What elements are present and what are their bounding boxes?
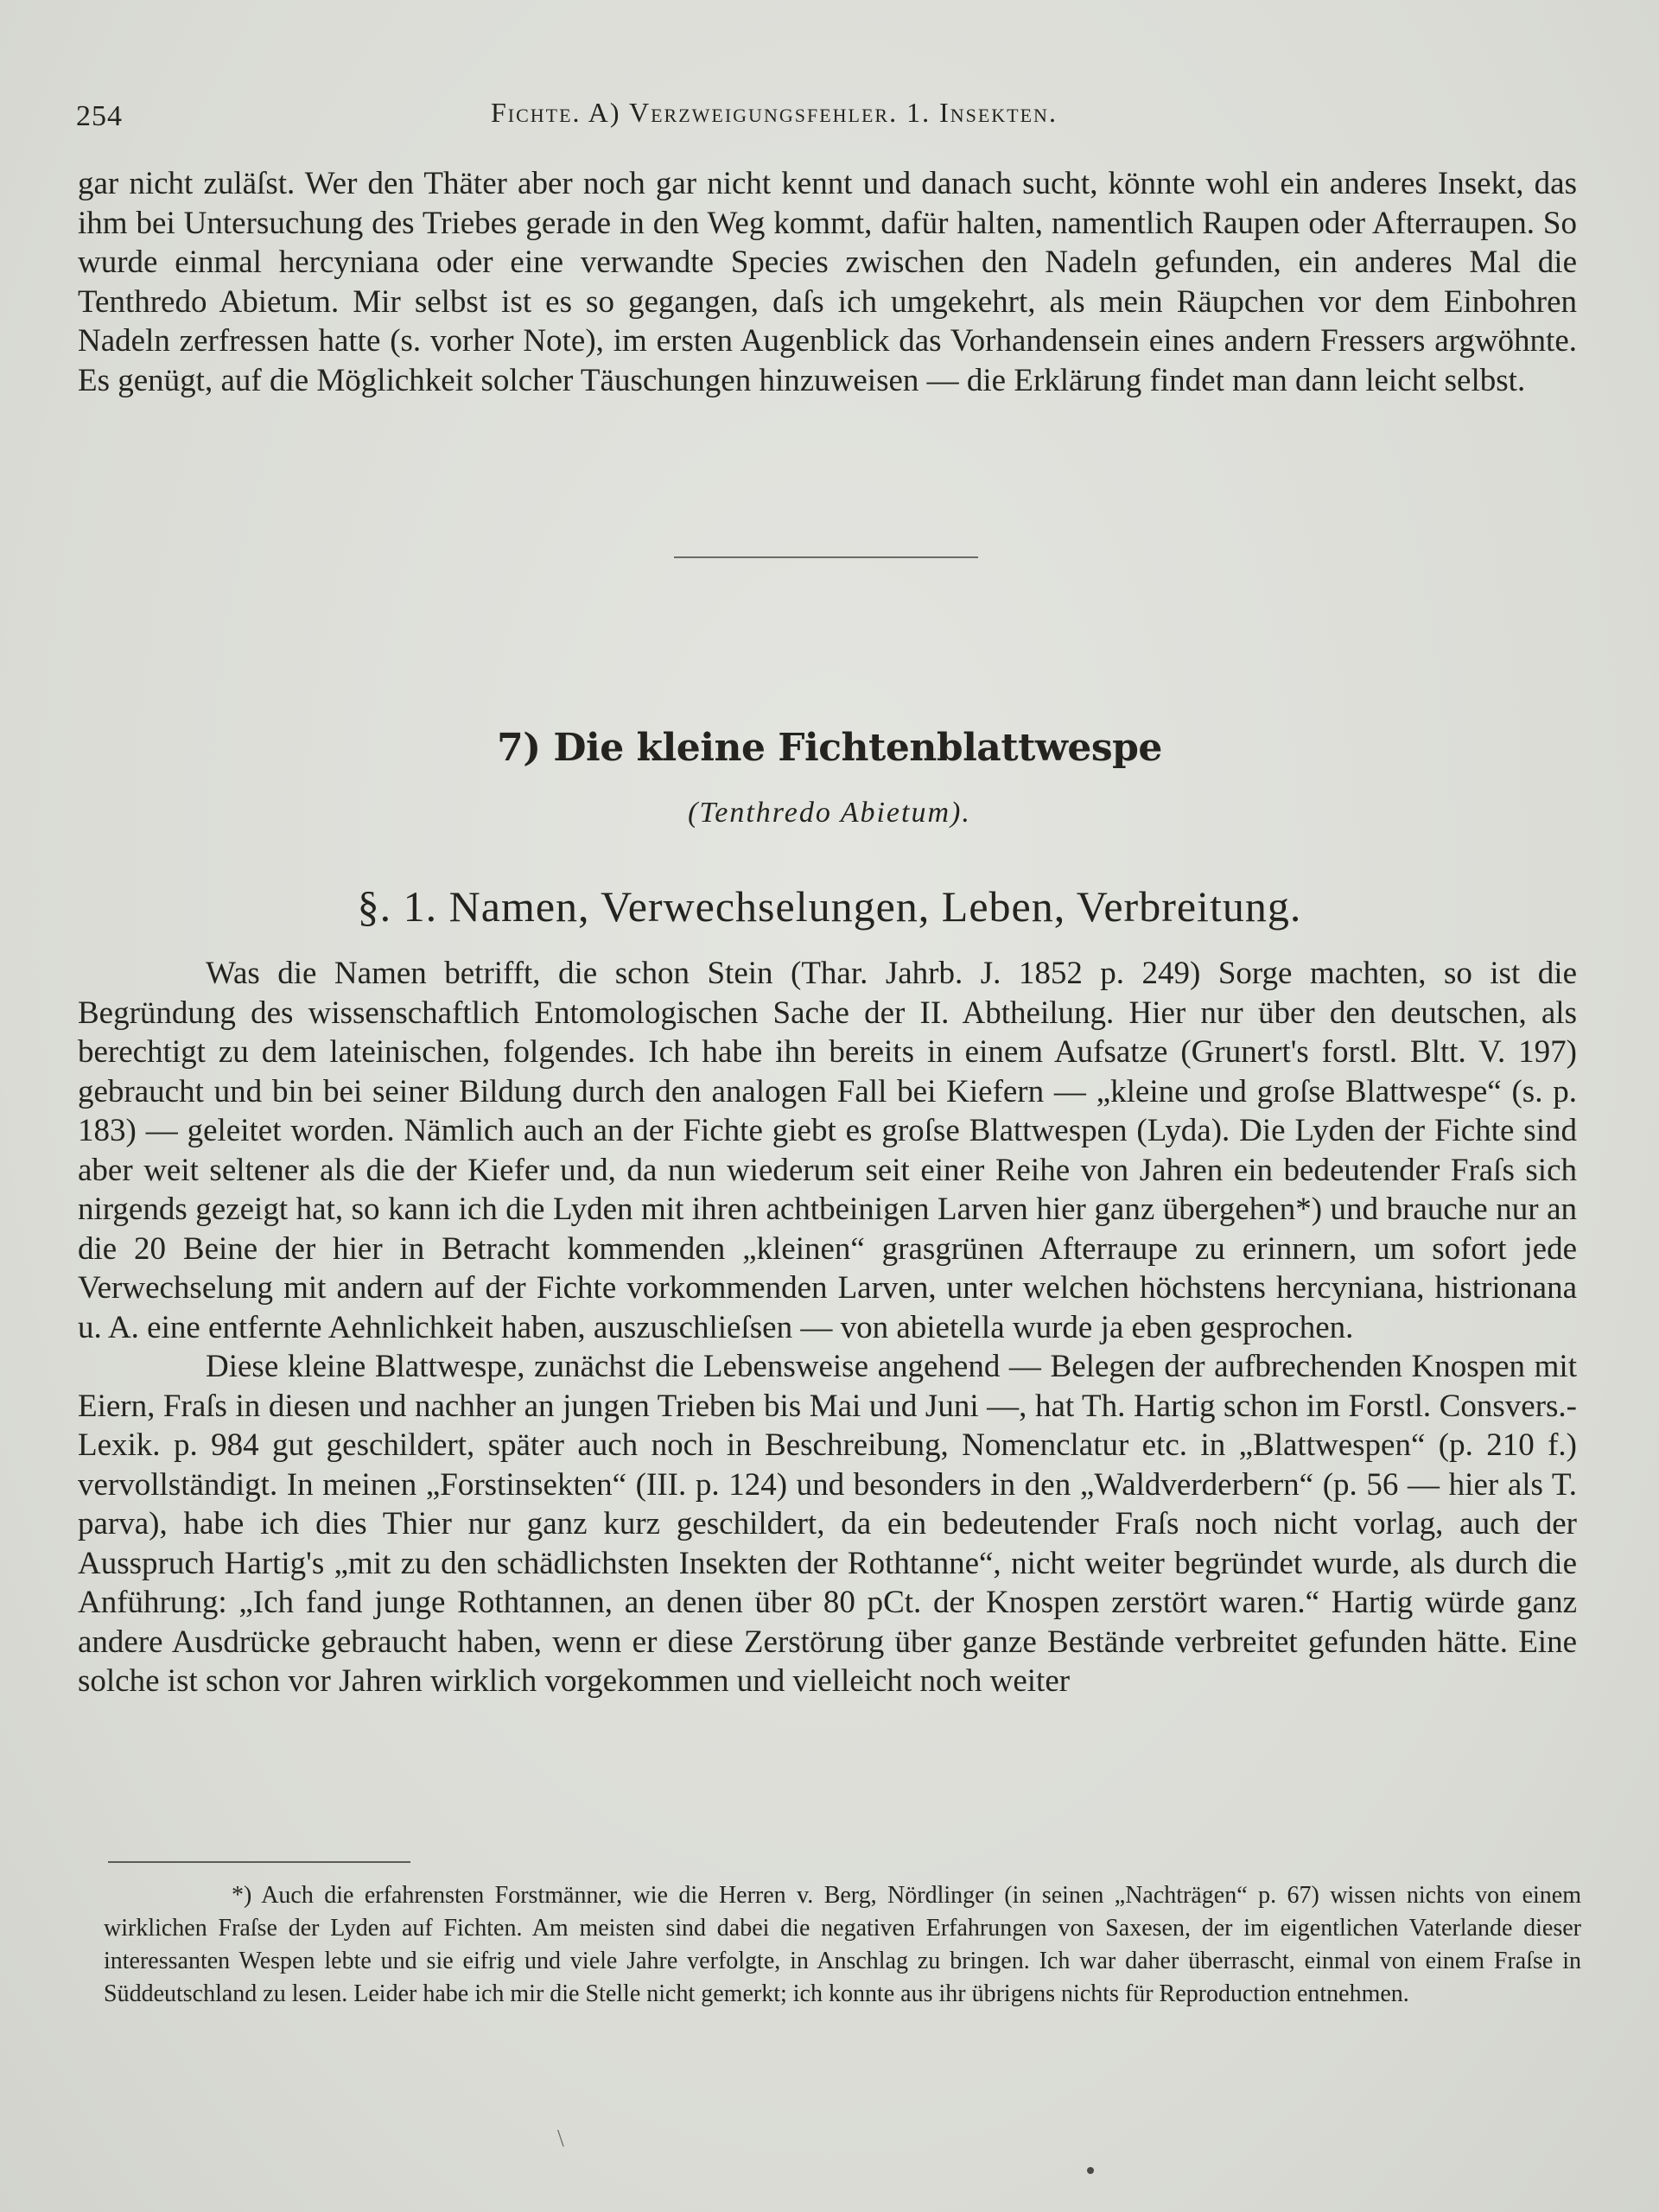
continued-text-block xyxy=(78,164,1577,400)
chapter-title: 7) Die kleine Fichtenblattwespe xyxy=(497,726,1162,770)
page-header xyxy=(76,97,1583,140)
section-text-block xyxy=(78,954,1577,1701)
section-divider xyxy=(674,556,978,558)
chapter-subtitle: (Tenthredo Abietum). xyxy=(688,797,971,829)
page-number: 254 xyxy=(76,100,123,132)
scan-dot xyxy=(1087,2167,1094,2174)
paragraph: Was die Namen betrifft, die schon Stein (Thar. Jahrb. J. 1852 p. 249) Sorge machten, so ist die Begründung des wissenschaftlich Entomologischen Sache der II. Abtheilung. Hier nur über den deutschen, als berechtigt zu dem lateinischen, folgendes. Ich habe ihn bereits in einem Aufsatze (Grunert's forstl. Bltt. V. 197) gebraucht und bin bei seiner Bildung durch den analogen Fall bei Kiefern — „kleine und groſse Blattwespe“ (s. p. 183) — geleitet worden. Nämlich auch an der Fichte giebt es groſse Blattwespen (Lyda). Die Lyden der Fichte sind aber weit seltener als die der Kiefer und, da nun wiederum seit einer Reihe von Jahren ein bedeutender Fraſs sich nirgends gezeigt hat, so kann ich die Lyden mit ihren achtbeinigen Larven hier ganz übergehen*) und brauche nur an die 20 Beine der hier in Betracht kommenden „kleinen“ grasgrünen Afterraupe zu erinnern, um sofort jede Verwechselung mit andern auf der Fichte vorkommenden Larven, unter welchen höchstens hercyniana, histrionana u. A. eine entfernte Aehnlichkeit haben, auszuschlieſsen — von abietella wurde ja eben gesprochen. xyxy=(78,956,1577,1345)
footnote-divider xyxy=(108,1861,410,1863)
paragraph: Diese kleine Blattwespe, zunächst die Lebensweise angehend — Belegen der aufbrechenden Knospen mit Eiern, Fraſs in diesen und nachher an jungen Trieben bis Mai und Juni —, hat Th. Hartig schon im Forstl. Consvers.-Lexik. p. 984 gut geschildert, später auch noch in Beschreibung, Nomenclatur etc. in „Blattwespen“ (p. 210 f.) vervollständigt. In meinen „Forstinsekten“ (III. p. 124) und besonders in den „Waldverderbern“ (p. 56 — hier als T. parva), habe ich dies Thier nur ganz kurz geschildert, da ein bedeutender Fraſs noch nicht vorlag, auch der Ausspruch Hartig's „mit zu den schädlichsten Insekten der Rothtanne“, nicht weiter begründet wurde, als durch die Anführung: „Ich fand junge Rothtannen, an denen über 80 pCt. der Knospen zerstört waren.“ Hartig würde ganz andere Ausdrücke gebraucht haben, wenn er diese Zerstörung über ganze Bestände verbreitet gefunden hätte. Eine solche ist schon vor Jahren wirklich vorgekommen und vielleicht noch weiter xyxy=(78,1349,1577,1699)
section-heading: §. 1. Namen, Verwechselungen, Leben, Verbreitung. xyxy=(357,882,1302,931)
running-title: Fichte. A) Verzweigungsfehler. 1. Insekten. xyxy=(491,97,1058,128)
footnote: *) Auch die erfahrensten Forstmänner, wie die Herren v. Berg, Nördlinger (in seinen „Nachträgen“ p. 67) wissen nichts von einem wirklichen Fraſse der Lyden auf Fichten. Am meisten sind dabei die negativen Erfahrungen von Saxesen, der im eigentlichen Vaterlande dieser interessanten Wespen lebte und sie eifrig und viele Jahre verfolgte, in Anschlag zu bringen. Ich war daher überrascht, einmal von einem Fraſse in Süddeutschland zu lesen. Leider habe ich mir die Stelle nicht gemerkt; ich konnte aus ihr übrigens nichts für Reproduction entnehmen. xyxy=(104,1882,1581,2007)
scan-mark: \ xyxy=(557,2126,564,2152)
continued-paragraph: gar nicht zuläſst. Wer den Thäter aber noch gar nicht kennt und danach sucht, könnte wohl ein anderes Insekt, das ihm bei Untersuchung des Triebes gerade in den Weg kommt, dafür halten, namentlich Raupen oder Afterraupen. So wurde einmal hercyniana oder eine verwandte Species zwischen den Nadeln gefunden, ein anderes Mal die Tenthredo Abietum. Mir selbst ist es so gegangen, daſs ich umgekehrt, als mein Räupchen vor dem Einbohren Nadeln zerfressen hatte (s. vorher Note), im ersten Augenblick das Vorhandensein eines andern Fressers argwöhnte. Es genügt, auf die Möglichkeit solcher Täuschungen hinzuweisen — die Erklärung findet man dann leicht selbst. xyxy=(78,166,1577,398)
